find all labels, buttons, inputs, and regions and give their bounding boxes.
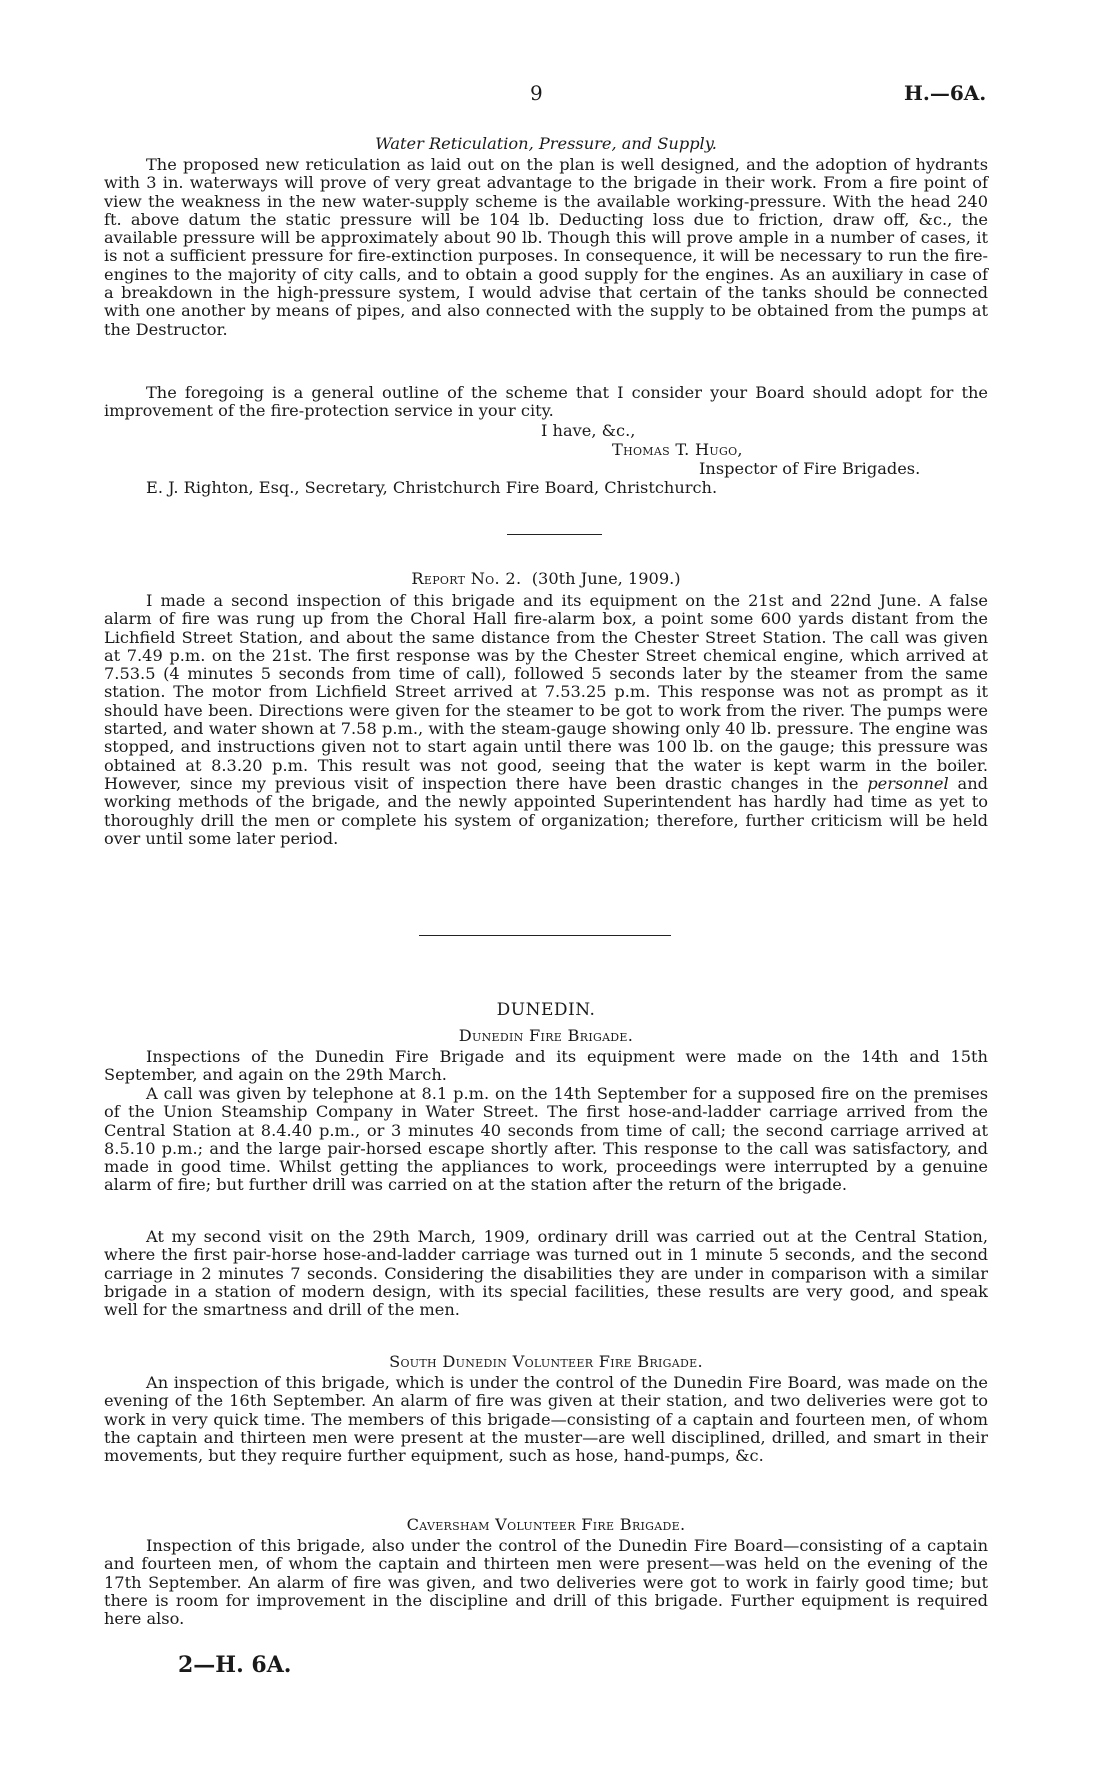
paragraph-text: Inspections of the Dunedin Fire Brigade and its equipment were made on the 14th and 15th September, and again on the 29th March. xyxy=(104,1047,988,1085)
section-heading-water: Water Reticulation, Pressure, and Supply. xyxy=(375,134,717,153)
subsection-heading-dunedin: Dunedin Fire Brigade. xyxy=(458,1026,634,1045)
report-label: Report No. 2. xyxy=(411,569,522,588)
paragraph-dunedin-2 xyxy=(104,1085,988,1195)
paragraph-water-2 xyxy=(104,384,988,421)
addressee: E. J. Righton, Esq., Secretary, Christchurch Fire Board, Christchurch. xyxy=(146,478,718,497)
subsection-heading-south-dunedin: South Dunedin Volunteer Fire Brigade. xyxy=(389,1352,703,1371)
report-date: (30th June, 1909.) xyxy=(531,569,681,588)
paragraph-caversham xyxy=(104,1537,988,1628)
paragraph-south-dunedin xyxy=(104,1374,988,1465)
section-divider-long xyxy=(419,935,671,936)
paragraph-text: I made a second inspection of this brigade and its equipment on the 21st and 22nd June. A false alarm of fire was rung up from the Choral Hall fire-alarm box, a point some 600 yards distant from the Lichfield Street Station, and about the same distance from the Chester Street Station. The call was given at 7.49 p.m. on the 21st. The first response was by the Chester Street chemical engine, which arrived at 7.53.5 (4 minutes 5 seconds from time of call), followed 5 seconds later by the steamer from the same station. The motor from Lichfield Street arrived at 7.53.25 p.m. This response was not as prompt as it should have been. Directions were given for the steamer to be got to work from the river. The pumps were started, and water shown at 7.58 p.m., with the steam-gauge showing only 40 lb. pressure. The engine was stopped, and instructions given not to start again until there was 100 lb. on the gauge; this pressure was obtained at 8.3.20 p.m. This result was not good, seeing that the water is kept warm in the boiler. However, since my previous visit of inspection there have been drastic changes in the xyxy=(104,591,988,793)
signatory-name: Thomas T. Hugo, xyxy=(612,440,743,459)
paragraph-dunedin-3 xyxy=(104,1228,988,1319)
paragraph-text: A call was given by telephone at 8.1 p.m. on the 14th September for a supposed fire on the premises of the Union Steamship Company in Water Street. The first hose-and-ladder carriage arrived from the Central Station at 8.4.40 p.m., or 3 minutes 40 seconds from time of call; the second carriage arrived at 8.5.10 p.m.; and the large pair-horsed escape shortly after. This response to the call was satisfactory, and made in good time. Whilst getting the appliances to work, proceedings were interrupted by a genuine alarm of fire; but further drill was carried on at the station after the return of the brigade. xyxy=(104,1084,988,1195)
paragraph-text: The foregoing is a general outline of the scheme that I consider your Board should adopt for the improvement of the fire-protection service in your city. xyxy=(104,383,988,421)
paragraph-text: Inspection of this brigade, also under the control of the Dunedin Fire Board—consisting of a captain and fourteen men, of whom the captain and thirteen men were present—was held on the evening of the 17th September. An alarm of fire was given, and two deliveries were got to work in fairly good time; but there is room for improvement in the discipline and drill of this brigade. Further equipment is required here also. xyxy=(104,1536,988,1629)
paragraph-text: At my second visit on the 29th March, 1909, ordinary drill was carried out at the Central Station, where the first pair-horse hose-and-ladder carriage was turned out in 1 minute 5 seconds, and the second carriage in 2 minutes 7 seconds. Considering the disabilities they are under in comparison with a similar brigade in a station of modern design, with its special facilities, these results are very good, and speak well for the smartness and drill of the men. xyxy=(104,1227,988,1320)
salutation: I have, &c., xyxy=(541,421,636,440)
report-heading xyxy=(104,569,988,588)
italic-term: personnel xyxy=(867,773,949,793)
region-title: DUNEDIN. xyxy=(496,1000,596,1020)
signature-mark: 2—H. 6A. xyxy=(178,1652,292,1678)
paragraph-text: An inspection of this brigade, which is under the control of the Dunedin Fire Board, was made on the evening of the 16th September. An alarm of fire was given at their station, and two deliveries were got to work in very quick time. The members of this brigade—consisting of a captain and fourteen men, of whom the captain and thirteen men were present at the muster—are well disciplined, drilled, and smart in their movements, but they require further equipment, such as hose, hand-pumps, &c. xyxy=(104,1373,988,1466)
paragraph-report-2 xyxy=(104,592,988,848)
paragraph-dunedin-1 xyxy=(104,1048,988,1085)
paragraph-text: The proposed new reticulation as laid out on the plan is well designed, and the adoption of hydrants with 3 in. waterways will prove of very great advantage to the brigade in their work. From a fire point of view the weakness in the new water-supply scheme is the available working-pressure. With the head 240 ft. above datum the static pressure will be 104 lb. Deducting loss due to friction, draw off, &c., the available pressure will be approximately about 90 lb. Though this will prove ample in a number of cases, it is not a sufficient pressure for fire-extinction purposes. In consequence, it will be necessary to run the fire-engines to the majority of city calls, and to obtain a good supply for the engines. As an auxiliary in case of a breakdown in the high-pressure system, I would advise that certain of the tanks should be connected with one another by means of pipes, and also connected with the supply to be obtained from the pumps at the Destructor. xyxy=(104,155,988,339)
paragraph-water-1 xyxy=(104,156,988,339)
subsection-heading-caversham: Caversham Volunteer Fire Brigade. xyxy=(406,1515,686,1534)
page-number: 9 xyxy=(530,81,543,105)
paragraph-text-continued: and working methods of the brigade, and the newly appointed Superintendent has hardly had time as yet to thoroughly drill the men or complete his system of organization; therefore, further criticism will be held over until some later period. xyxy=(104,773,988,848)
section-divider-short xyxy=(507,534,602,535)
signatory-title: Inspector of Fire Brigades. xyxy=(699,459,921,478)
document-reference: H.—6A. xyxy=(904,81,987,105)
